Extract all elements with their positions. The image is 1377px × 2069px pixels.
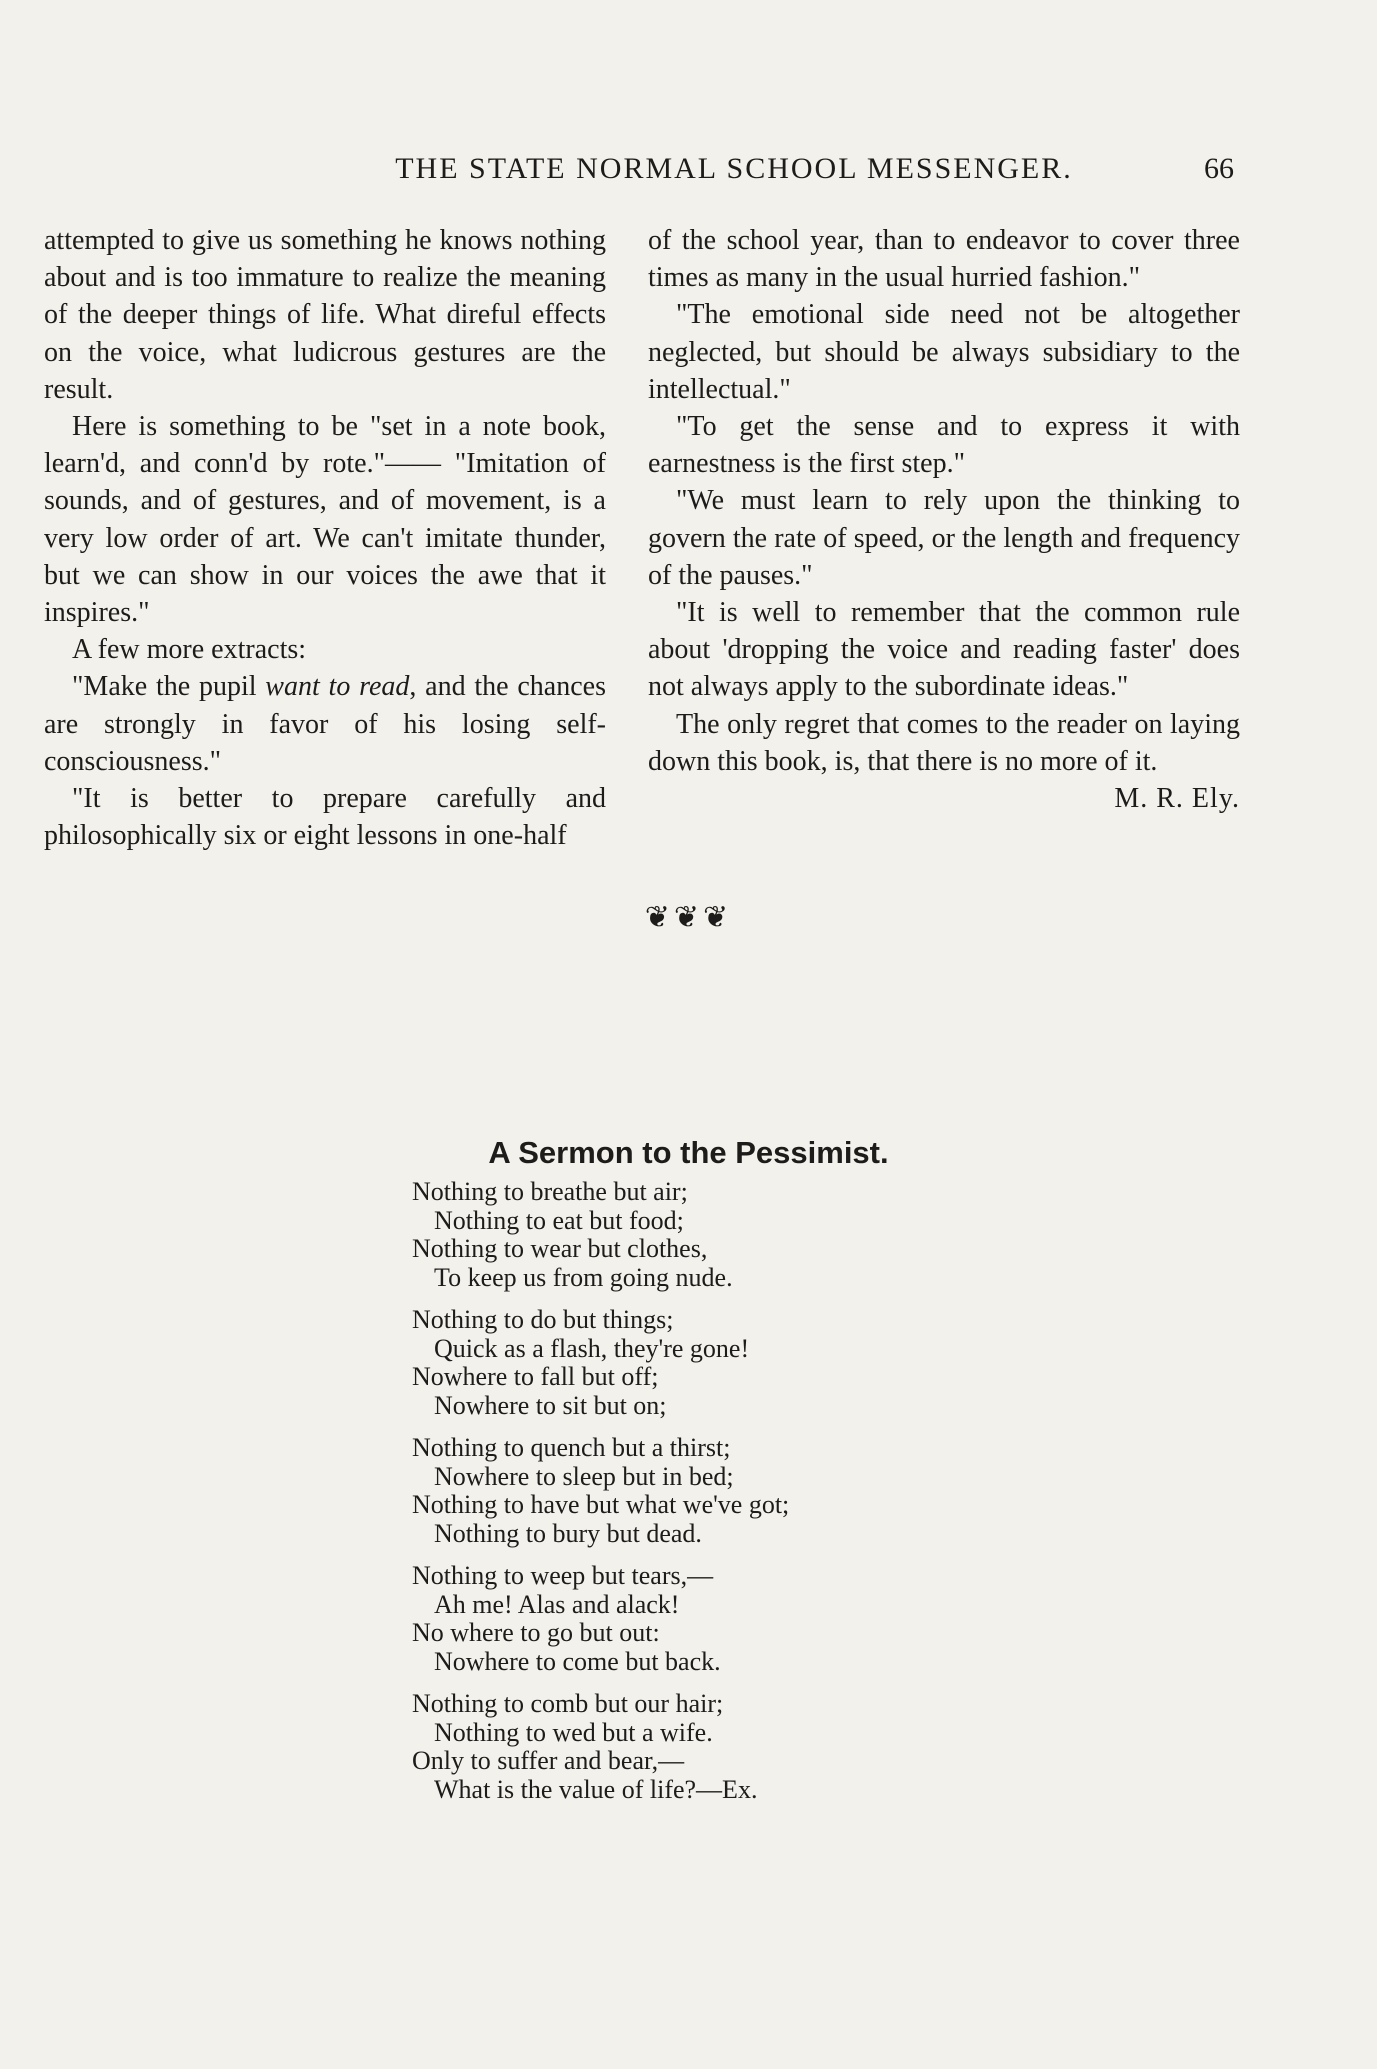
author-signature: M. R. Ely. — [1114, 783, 1240, 815]
poem-line: Nowhere to fall but off; — [412, 1362, 659, 1391]
poem-line: Nothing to do but things; — [412, 1305, 674, 1334]
right-column — [648, 222, 1240, 817]
poem-line: Nothing to have but what we've got; — [412, 1490, 790, 1519]
paragraph: A few more extracts: — [72, 634, 307, 666]
paragraph — [44, 668, 606, 780]
poem-line: Only to suffer and bear,— — [412, 1746, 685, 1775]
paragraph: attempted to give us something he knows nothing about and is too immature to realize the meaning of the deeper things of life. What direful effects on the voice, what ludicrous gestures are the result. — [44, 225, 606, 405]
poem-line: Nowhere to sit but on; — [434, 1390, 667, 1420]
poem-line: Nothing to eat but food; — [434, 1205, 684, 1235]
poem-line: Nothing to wear but clothes, — [412, 1234, 708, 1263]
signature-line — [648, 780, 1240, 817]
poem-stanza — [412, 1434, 1012, 1548]
poem-line: Nothing to comb but our hair; — [412, 1689, 724, 1718]
ornament-divider: ❦❦❦ — [644, 901, 733, 934]
poem-stanza — [412, 1690, 1012, 1804]
paragraph: Here is something to be "set in a note book, learn'd, and conn'd by rote."—— "Imitation of sounds, and of gestures, and of movement, is a very low order of art. We can't imitate thunder, but we can show in our voices the awe that it inspires." — [44, 411, 606, 629]
text-run: "Make the pupil — [72, 671, 266, 703]
paragraph: The only regret that comes to the reader on laying down this book, is, that there is no more of it. — [648, 708, 1240, 777]
paragraph: "It is better to prepare carefully and philosophically six or eight lessons in one-half — [44, 783, 606, 852]
paragraph: "It is well to remember that the common rule about 'dropping the voice and reading faster' does not always apply to the subordinate ideas." — [648, 597, 1240, 703]
poem-line: Nothing to weep but tears,— — [412, 1561, 714, 1590]
text-run: , and the chances are strongly in favor of his losing self-consciousness." — [44, 671, 606, 777]
poem-line: Nowhere to sleep but in bed; — [434, 1461, 734, 1491]
poem-line: Nothing to wed but a wife. — [434, 1717, 713, 1747]
poem-stanza — [412, 1306, 1012, 1420]
poem-line: Nothing to bury but dead. — [434, 1518, 702, 1548]
poem-line: No where to go but out: — [412, 1618, 660, 1647]
running-head: THE STATE NORMAL SCHOOL MESSENGER. — [395, 152, 1073, 185]
poem-line: Nowhere to come but back. — [434, 1646, 721, 1676]
poem-line: What is the value of life?—Ex. — [434, 1774, 758, 1804]
poem-line: Nothing to breathe but air; — [412, 1177, 688, 1206]
poem-line: Ah me! Alas and alack! — [434, 1589, 680, 1619]
page-number: 66 — [1204, 152, 1234, 185]
poem-line: Quick as a flash, they're gone! — [434, 1333, 750, 1363]
poem-stanza — [412, 1178, 1012, 1292]
poem-title: A Sermon to the Pessimist. — [488, 1135, 889, 1170]
left-column — [44, 222, 606, 854]
paragraph: of the school year, than to endeavor to cover three times as many in the usual hurried fashion." — [648, 225, 1240, 294]
italic-text: want to read — [265, 671, 410, 703]
paragraph: "To get the sense and to express it with earnestness is the first step." — [648, 411, 1240, 480]
paragraph: "The emotional side need not be altogether neglected, but should be always subsidiary to the intellectual." — [648, 299, 1240, 405]
poem-stanza — [412, 1562, 1012, 1676]
paragraph: "We must learn to rely upon the thinking to govern the rate of speed, or the length and frequency of the pauses." — [648, 485, 1240, 591]
poem — [412, 1178, 1012, 1818]
poem-line: Nothing to quench but a thirst; — [412, 1433, 731, 1462]
poem-line: To keep us from going nude. — [434, 1262, 733, 1292]
